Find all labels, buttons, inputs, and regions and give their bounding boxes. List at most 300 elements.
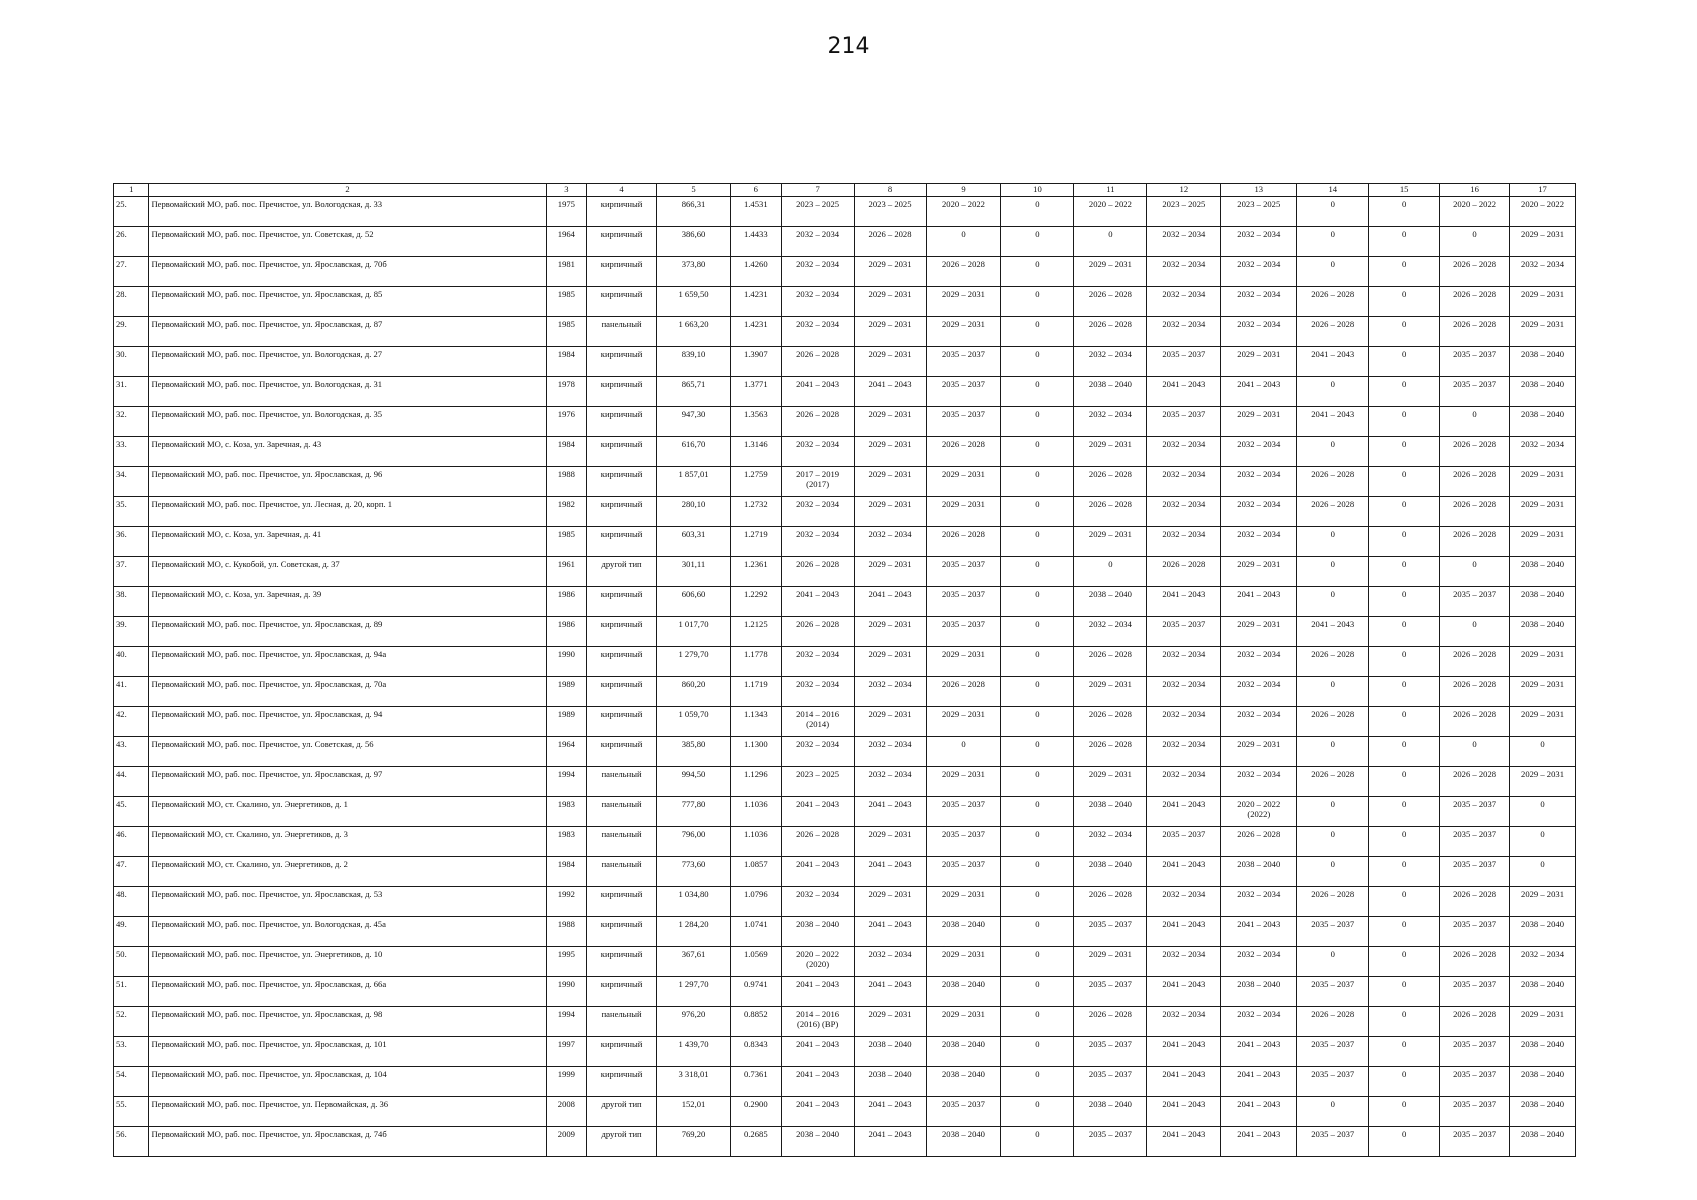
cell-text: 2035 – 2037	[1453, 589, 1497, 599]
cell-text: 2029 – 2031	[942, 949, 985, 959]
cell-text: 0	[1330, 799, 1335, 809]
period-cell-7	[781, 947, 854, 977]
area-cell	[657, 587, 731, 617]
period-cell-9	[926, 1097, 1001, 1127]
row-number	[114, 347, 149, 377]
cell-text: 839,10	[681, 349, 706, 359]
table-row	[114, 917, 1576, 947]
period-cell-7	[781, 887, 854, 917]
period-cell-15	[1369, 1037, 1440, 1067]
address-cell	[149, 497, 546, 527]
cell-text: 1975	[557, 199, 575, 209]
cell-text: 2029 – 2031	[1088, 259, 1132, 269]
period-cell-8	[854, 737, 926, 767]
year-cell	[546, 497, 587, 527]
cell-text: 2026 – 2028	[1453, 289, 1497, 299]
cell-text: 2038 – 2040	[942, 979, 985, 989]
cell-text: 2026 – 2028	[796, 829, 840, 839]
cell-text: 2041 – 2043	[1162, 919, 1206, 929]
period-cell-17	[1510, 647, 1576, 677]
period-cell-9	[926, 467, 1001, 497]
period-cell-16	[1440, 227, 1510, 257]
period-cell-15	[1369, 317, 1440, 347]
cell-text: 2020 – 2022	[796, 949, 840, 959]
cell-text: 0	[1540, 799, 1545, 809]
cell-text: 0	[1035, 1069, 1040, 1079]
wall-material-cell	[587, 797, 657, 827]
cell-text: 2035 – 2037	[1162, 349, 1206, 359]
cell-text: 2032 – 2034	[1237, 259, 1281, 269]
index-cell	[730, 467, 781, 497]
period-cell-14	[1297, 467, 1369, 497]
address-cell	[149, 977, 546, 1007]
cell-text: 0	[1472, 229, 1477, 239]
address-cell	[149, 1037, 546, 1067]
address-cell	[149, 797, 546, 827]
cell-text: 386,60	[681, 229, 706, 239]
index-cell	[730, 647, 781, 677]
period-cell-13	[1221, 767, 1297, 797]
cell-text: 1989	[557, 679, 575, 689]
cell-text: 0	[1330, 679, 1335, 689]
period-cell-11	[1074, 947, 1147, 977]
period-cell-10	[1001, 857, 1074, 887]
period-cell-12	[1147, 467, 1221, 497]
area-cell	[657, 557, 731, 587]
period-cell-15	[1369, 887, 1440, 917]
table-row	[114, 437, 1576, 467]
cell-text: 2032 – 2034	[1237, 469, 1281, 479]
cell-text: Первомайский МО, раб. пос. Пречистое, ул. Ярославская, д. 66а	[151, 979, 387, 989]
cell-text: 280,10	[681, 499, 706, 509]
period-cell-13	[1221, 227, 1297, 257]
row-number	[114, 947, 149, 977]
cell-text: 2035 – 2037	[1162, 409, 1206, 419]
period-cell-12	[1147, 887, 1221, 917]
year-cell	[546, 767, 587, 797]
period-cell-10	[1001, 1127, 1074, 1157]
cell-text: 1.2361	[743, 559, 768, 569]
cell-text: 1990	[557, 649, 575, 659]
period-cell-12	[1147, 497, 1221, 527]
cell-text: 0	[1330, 1099, 1335, 1109]
wall-material-cell	[587, 737, 657, 767]
table-row	[114, 587, 1576, 617]
cell-text: 1984	[557, 349, 575, 359]
index-cell	[730, 437, 781, 467]
cell-text: 0	[1402, 559, 1407, 569]
table-row	[114, 407, 1576, 437]
cell-text: 2041 – 2043	[1311, 409, 1355, 419]
table-row	[114, 1127, 1576, 1157]
cell-text: 2038 – 2040	[868, 1039, 912, 1049]
wall-material-cell	[587, 287, 657, 317]
period-cell-12	[1147, 197, 1221, 227]
cell-text: 2038 – 2040	[1521, 979, 1564, 989]
period-cell-10	[1001, 617, 1074, 647]
cell-text: 2041 – 2043	[796, 379, 840, 389]
cell-text: 373,80	[681, 259, 706, 269]
year-cell	[546, 917, 587, 947]
cell-text: 2032 – 2034	[796, 259, 840, 269]
cell-text: 2029 – 2031	[942, 319, 985, 329]
cell-text: 48.	[116, 889, 127, 899]
period-cell-9	[926, 317, 1001, 347]
period-cell-13	[1221, 977, 1297, 1007]
cell-text: 29.	[116, 319, 127, 329]
year-cell	[546, 1037, 587, 1067]
cell-text: 2026 – 2028	[1453, 259, 1497, 269]
period-cell-8	[854, 557, 926, 587]
period-cell-11	[1074, 797, 1147, 827]
area-cell	[657, 377, 731, 407]
cell-subtext: (2014)	[806, 719, 830, 729]
year-cell	[546, 557, 587, 587]
cell-text: Первомайский МО, раб. пос. Пречистое, ул. Ярославская, д. 70а	[151, 679, 387, 689]
cell-text: 0	[1402, 259, 1407, 269]
period-cell-10	[1001, 587, 1074, 617]
period-cell-7	[781, 1007, 854, 1037]
period-cell-15	[1369, 977, 1440, 1007]
cell-text: 2035 – 2037	[1453, 979, 1497, 989]
cell-text: 2029 – 2031	[868, 559, 912, 569]
row-number	[114, 617, 149, 647]
cell-text: Первомайский МО, с. Коза, ул. Заречная, д. 39	[151, 589, 322, 599]
cell-text: 2032 – 2034	[868, 949, 912, 959]
cell-text: Первомайский МО, раб. пос. Пречистое, ул. Первомайская, д. 36	[151, 1099, 389, 1109]
period-cell-14	[1297, 227, 1369, 257]
row-number	[114, 647, 149, 677]
cell-text: 2032 – 2034	[1237, 649, 1281, 659]
column-header-4: 4	[587, 184, 657, 197]
cell-text: 2026 – 2028	[1453, 709, 1497, 719]
cell-text: 2026 – 2028	[1311, 889, 1355, 899]
cell-text: 2041 – 2043	[1162, 979, 1206, 989]
table-row	[114, 947, 1576, 977]
period-cell-9	[926, 977, 1001, 1007]
column-header-10: 10	[1001, 184, 1074, 197]
period-cell-10	[1001, 1097, 1074, 1127]
cell-text: 2032 – 2034	[868, 739, 912, 749]
cell-text: 2035 – 2037	[942, 589, 985, 599]
wall-material-cell	[587, 407, 657, 437]
cell-text: 2026 – 2028	[1088, 709, 1132, 719]
period-cell-9	[926, 557, 1001, 587]
cell-text: 0	[1035, 439, 1040, 449]
period-cell-13	[1221, 587, 1297, 617]
period-cell-11	[1074, 377, 1147, 407]
index-cell	[730, 737, 781, 767]
cell-text: 0	[1402, 949, 1407, 959]
period-cell-16	[1440, 887, 1510, 917]
column-header-1: 1	[114, 184, 149, 197]
cell-text: панельный	[601, 319, 642, 329]
period-cell-16	[1440, 797, 1510, 827]
period-cell-11	[1074, 317, 1147, 347]
cell-text: 2032 – 2034	[1237, 319, 1281, 329]
period-cell-16	[1440, 347, 1510, 377]
period-cell-16	[1440, 197, 1510, 227]
cell-text: 2029 – 2031	[942, 709, 985, 719]
cell-text: 0	[1402, 769, 1407, 779]
cell-text: 0	[1330, 589, 1335, 599]
period-cell-17	[1510, 827, 1576, 857]
period-cell-10	[1001, 737, 1074, 767]
period-cell-8	[854, 527, 926, 557]
table-row	[114, 977, 1576, 1007]
period-cell-9	[926, 737, 1001, 767]
cell-text: 1 857,01	[678, 469, 709, 479]
index-cell	[730, 527, 781, 557]
row-number	[114, 557, 149, 587]
cell-text: 2029 – 2031	[868, 649, 912, 659]
cell-text: 1 017,70	[678, 619, 709, 629]
index-cell	[730, 827, 781, 857]
period-cell-14	[1297, 437, 1369, 467]
cell-text: Первомайский МО, раб. пос. Пречистое, ул. Ярославская, д. 87	[151, 319, 383, 329]
cell-text: 1986	[557, 589, 575, 599]
cell-text: 0	[1035, 739, 1040, 749]
cell-text: 2029 – 2031	[942, 649, 985, 659]
address-cell	[149, 467, 546, 497]
cell-text: 2041 – 2043	[1162, 589, 1206, 599]
cell-text: 0	[1402, 979, 1407, 989]
period-cell-13	[1221, 1067, 1297, 1097]
period-cell-12	[1147, 767, 1221, 797]
year-cell	[546, 647, 587, 677]
cell-text: 777,80	[681, 799, 706, 809]
cell-text: 2035 – 2037	[942, 829, 985, 839]
row-number	[114, 887, 149, 917]
wall-material-cell	[587, 1037, 657, 1067]
period-cell-7	[781, 257, 854, 287]
cell-text: 1 297,70	[678, 979, 709, 989]
period-cell-12	[1147, 1127, 1221, 1157]
index-cell	[730, 887, 781, 917]
cell-text: 2026 – 2028	[1453, 679, 1497, 689]
period-cell-17	[1510, 467, 1576, 497]
period-cell-12	[1147, 947, 1221, 977]
period-cell-14	[1297, 317, 1369, 347]
period-cell-8	[854, 707, 926, 737]
cell-text: 2026 – 2028	[1088, 889, 1132, 899]
period-cell-10	[1001, 467, 1074, 497]
period-cell-11	[1074, 557, 1147, 587]
period-cell-16	[1440, 587, 1510, 617]
wall-material-cell	[587, 227, 657, 257]
cell-text: 2041 – 2043	[868, 589, 912, 599]
cell-text: 0	[1035, 259, 1040, 269]
period-cell-12	[1147, 347, 1221, 377]
period-cell-16	[1440, 1007, 1510, 1037]
period-cell-7	[781, 587, 854, 617]
index-cell	[730, 617, 781, 647]
period-cell-17	[1510, 737, 1576, 767]
period-cell-10	[1001, 647, 1074, 677]
period-cell-14	[1297, 1097, 1369, 1127]
cell-text: 1.4231	[743, 289, 768, 299]
cell-text: 2032 – 2034	[1162, 229, 1206, 239]
wall-material-cell	[587, 437, 657, 467]
cell-text: 2032 – 2034	[1521, 949, 1564, 959]
cell-text: 2029 – 2031	[868, 709, 912, 719]
cell-text: 2032 – 2034	[1237, 439, 1281, 449]
cell-text: 0	[1402, 1009, 1407, 1019]
cell-text: 1.1778	[743, 649, 768, 659]
cell-text: Первомайский МО, раб. пос. Пречистое, ул. Ярославская, д. 94	[151, 709, 383, 719]
period-cell-10	[1001, 1037, 1074, 1067]
cell-text: 1988	[557, 469, 575, 479]
year-cell	[546, 257, 587, 287]
cell-text: 2038 – 2040	[796, 1129, 840, 1139]
cell-text: 1 034,80	[678, 889, 709, 899]
cell-text: кирпичный	[600, 1069, 643, 1079]
wall-material-cell	[587, 1007, 657, 1037]
row-number	[114, 197, 149, 227]
cell-subtext: (2017)	[806, 479, 830, 489]
period-cell-16	[1440, 257, 1510, 287]
cell-text: 2017 – 2019	[796, 469, 840, 479]
period-cell-17	[1510, 767, 1576, 797]
cell-text: кирпичный	[600, 229, 643, 239]
cell-text: 2029 – 2031	[1088, 439, 1132, 449]
period-cell-14	[1297, 197, 1369, 227]
table-row	[114, 197, 1576, 227]
column-header-3: 3	[546, 184, 587, 197]
period-cell-7	[781, 1037, 854, 1067]
cell-text: 0	[1035, 1129, 1040, 1139]
column-header-16: 16	[1440, 184, 1510, 197]
period-cell-15	[1369, 197, 1440, 227]
cell-text: 2026 – 2028	[1088, 499, 1132, 509]
cell-text: 37.	[116, 559, 127, 569]
cell-text: 35.	[116, 499, 127, 509]
cell-text: 40.	[116, 649, 127, 659]
cell-text: 2038 – 2040	[1521, 619, 1564, 629]
cell-text: 2029 – 2031	[1521, 889, 1564, 899]
index-cell	[730, 287, 781, 317]
period-cell-17	[1510, 497, 1576, 527]
cell-text: 2035 – 2037	[1453, 859, 1497, 869]
cell-text: 2029 – 2031	[868, 319, 912, 329]
cell-text: другой тип	[601, 559, 642, 569]
area-cell	[657, 947, 731, 977]
cell-text: 2032 – 2034	[1162, 769, 1206, 779]
cell-text: 2038 – 2040	[1088, 799, 1132, 809]
period-cell-14	[1297, 347, 1369, 377]
cell-text: панельный	[601, 1009, 642, 1019]
period-cell-12	[1147, 527, 1221, 557]
cell-text: 2035 – 2037	[942, 379, 985, 389]
period-cell-10	[1001, 917, 1074, 947]
period-cell-14	[1297, 1007, 1369, 1037]
cell-text: 2035 – 2037	[1088, 1129, 1132, 1139]
period-cell-17	[1510, 527, 1576, 557]
period-cell-10	[1001, 317, 1074, 347]
table-row	[114, 467, 1576, 497]
cell-text: Первомайский МО, раб. пос. Пречистое, ул. Ярославская, д. 98	[151, 1009, 383, 1019]
period-cell-11	[1074, 497, 1147, 527]
period-cell-12	[1147, 857, 1221, 887]
cell-text: 2023 – 2025	[796, 769, 840, 779]
address-cell	[149, 377, 546, 407]
period-cell-16	[1440, 1127, 1510, 1157]
wall-material-cell	[587, 977, 657, 1007]
cell-text: 2029 – 2031	[868, 469, 912, 479]
cell-text: 1992	[557, 889, 575, 899]
wall-material-cell	[587, 257, 657, 287]
period-cell-10	[1001, 977, 1074, 1007]
cell-text: 2041 – 2043	[868, 1129, 912, 1139]
cell-text: 2029 – 2031	[1521, 1009, 1564, 1019]
period-cell-8	[854, 257, 926, 287]
period-cell-15	[1369, 557, 1440, 587]
period-cell-13	[1221, 797, 1297, 827]
area-cell	[657, 407, 731, 437]
table-row	[114, 737, 1576, 767]
cell-text: 866,31	[681, 199, 706, 209]
period-cell-17	[1510, 1007, 1576, 1037]
cell-subtext: (2020)	[806, 959, 830, 969]
address-cell	[149, 437, 546, 467]
cell-text: 2032 – 2034	[1162, 709, 1206, 719]
cell-text: 2026 – 2028	[1453, 649, 1497, 659]
cell-text: 385,80	[681, 739, 706, 749]
period-cell-13	[1221, 827, 1297, 857]
cell-text: 1976	[557, 409, 575, 419]
period-cell-17	[1510, 347, 1576, 377]
cell-text: 0	[1035, 919, 1040, 929]
cell-text: 2029 – 2031	[868, 409, 912, 419]
period-cell-17	[1510, 797, 1576, 827]
cell-text: 0	[1402, 289, 1407, 299]
cell-text: 0	[1402, 409, 1407, 419]
wall-material-cell	[587, 947, 657, 977]
cell-text: 1.1719	[743, 679, 768, 689]
wall-material-cell	[587, 557, 657, 587]
period-cell-7	[781, 917, 854, 947]
period-cell-8	[854, 1037, 926, 1067]
cell-text: Первомайский МО, с. Коза, ул. Заречная, д. 43	[151, 439, 322, 449]
cell-text: 860,20	[681, 679, 706, 689]
cell-text: 2026 – 2028	[796, 619, 840, 629]
period-cell-7	[781, 1127, 854, 1157]
cell-text: 1978	[557, 379, 575, 389]
cell-text: 2041 – 2043	[1162, 1129, 1206, 1139]
year-cell	[546, 707, 587, 737]
period-cell-7	[781, 647, 854, 677]
cell-text: кирпичный	[600, 919, 643, 929]
period-cell-7	[781, 557, 854, 587]
row-number	[114, 1037, 149, 1067]
cell-text: 1.0569	[743, 949, 768, 959]
row-number	[114, 1067, 149, 1097]
cell-text: 2029 – 2031	[1088, 949, 1132, 959]
period-cell-7	[781, 347, 854, 377]
column-header-14: 14	[1297, 184, 1369, 197]
row-number	[114, 857, 149, 887]
cell-text: 1.4231	[743, 319, 768, 329]
cell-text: 0	[1402, 589, 1407, 599]
index-cell	[730, 497, 781, 527]
cell-text: 2032 – 2034	[1162, 949, 1206, 959]
cell-text: 0	[1402, 439, 1407, 449]
cell-text: 2041 – 2043	[1237, 1099, 1281, 1109]
cell-text: 2029 – 2031	[868, 889, 912, 899]
period-cell-7	[781, 857, 854, 887]
period-cell-7	[781, 977, 854, 1007]
period-cell-11	[1074, 857, 1147, 887]
